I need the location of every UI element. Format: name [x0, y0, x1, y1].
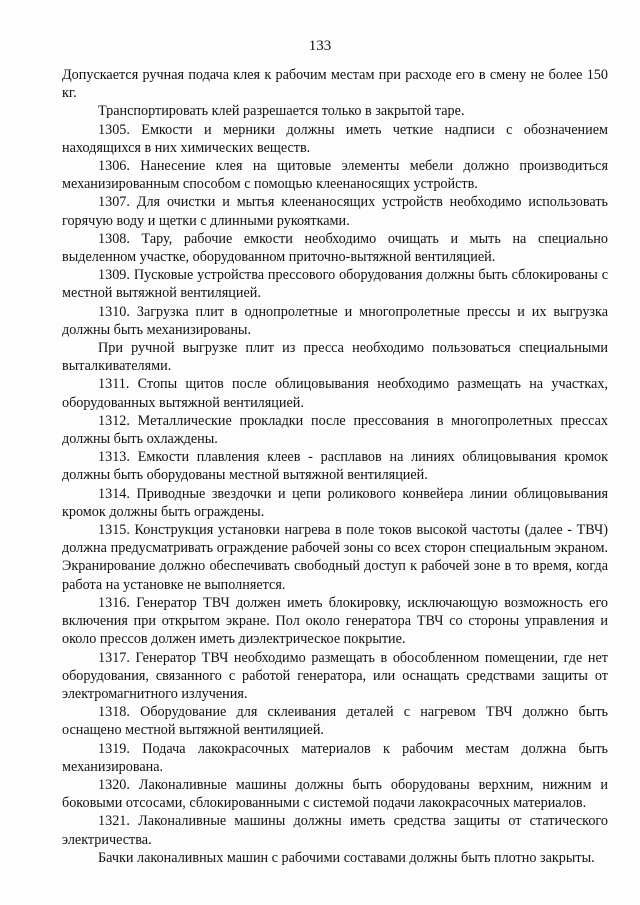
paragraph: При ручной выгрузке плит из пресса необходимо пользоваться специальными выталкивателями.	[62, 340, 608, 375]
paragraph-1308: 1308. Тару, рабочие емкости необходимо очищать и мыть на специально выделенном участке, оборудованном приточно-вытяжной вентиляцией.	[62, 230, 608, 266]
paragraph-1316: 1316. Генератор ТВЧ должен иметь блокировку, исключающую возможность его включения при открытом экране. Пол около генератора ТВЧ со стороны управления и около прессов должен иметь диэлектрическое покрытие.	[62, 594, 608, 648]
paragraph: Бачки лаконаливных машин с рабочими составами должны быть плотно закрыты.	[98, 849, 595, 866]
document-body	[62, 66, 608, 867]
paragraph-1319: 1319. Подача лакокрасочных материалов к рабочим местам должна быть механизирована.	[62, 740, 608, 775]
page-number: 133	[308, 38, 332, 54]
paragraph-1320: 1320. Лаконаливные машины должны быть оборудованы верхним, нижним и боковыми отсосами, сблокированными с системой подачи лакокрасочных материалов.	[62, 776, 608, 812]
paragraph-1311: 1311. Стопы щитов после облицовывания необходимо размещать на участках, оборудованных вытяжной вентиляцией.	[62, 376, 608, 411]
paragraph-1310: 1310. Загрузка плит в однопролетные и многопролетные прессы и их выгрузка должны быть механизированы.	[62, 303, 608, 338]
paragraph: Транспортировать клей разрешается только в закрытой таре.	[98, 103, 465, 120]
paragraph-1312: 1312. Металлические прокладки после прессования в многопролетных прессах должны быть охлаждены.	[62, 412, 608, 448]
paragraph-1305: 1305. Емкости и мерники должны иметь четкие надписи с обозначением находящихся в них химических веществ.	[62, 121, 608, 156]
paragraph-1309: 1309. Пусковые устройства прессового оборудования должны быть сблокированы с местной вытяжной вентиляцией.	[62, 267, 608, 302]
paragraph-1307: 1307. Для очистки и мытья клеенаносящих устройств необходимо использовать горячую воду и щетки с длинными рукоятками.	[62, 194, 608, 229]
paragraph-1314: 1314. Приводные звездочки и цепи роликового конвейера линии облицовывания кромок должны быть ограждены.	[62, 485, 608, 520]
paragraph-1306: 1306. Нанесение клея на щитовые элементы мебели должно производиться механизированным способом с помощью клеенаносящих устройств.	[62, 158, 608, 193]
paragraph-1313: 1313. Емкости плавления клеев - расплавов на линиях облицовывания кромок должны быть оборудованы местной вытяжной вентиляцией.	[62, 449, 608, 484]
paragraph-1318: 1318. Оборудование для склеивания деталей с нагревом ТВЧ должно быть оснащено местной вытяжной вентиляцией.	[62, 704, 608, 739]
paragraph: Допускается ручная подача клея к рабочим местам при расходе его в смену не более 150 кг.	[62, 67, 608, 102]
paragraph-1317: 1317. Генератор ТВЧ необходимо размещать в обособленном помещении, где нет оборудования, связанного с работой генератора, или оснащать средствами защиты от электромагнитного излучения.	[62, 649, 608, 702]
paragraph-1315: 1315. Конструкция установки нагрева в поле токов высокой частоты (далее - ТВЧ) должна предусматривать ограждение рабочей зоны со всех сторон специальным экраном. Экранирование должно обеспечивать свободный доступ к рабочей зоне в то время, когда работа на установке не выполняется.	[62, 522, 608, 593]
paragraph-1321: 1321. Лаконаливные машины должны иметь средства защиты от статического электричества.	[62, 813, 608, 848]
